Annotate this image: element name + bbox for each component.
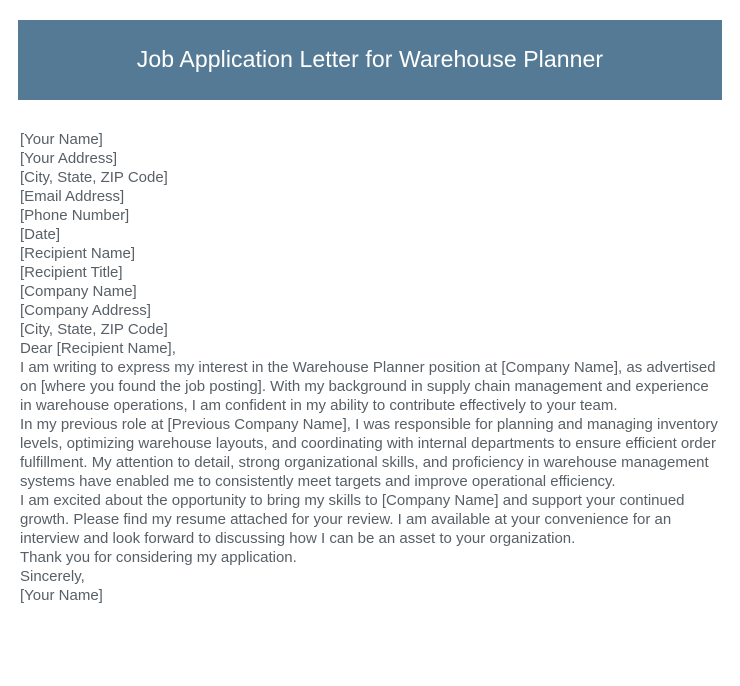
signature-line: [Your Name]: [20, 587, 103, 604]
address-line-company-name: [Company Name]: [20, 283, 137, 300]
page-title: Job Application Letter for Warehouse Planner: [136, 46, 604, 73]
address-line-city-state-zip: [City, State, ZIP Code]: [20, 169, 168, 186]
body-paragraph-3: I am excited about the opportunity to bring my skills to [Company Name] and support your continued growth. Please find my resume attached for your review. I am available at your convenience for an interview and look forward to discussing how I can be an asset to your organization.: [20, 492, 685, 547]
address-line-your-address: [Your Address]: [20, 150, 118, 167]
address-line-recipient-name: [Recipient Name]: [20, 245, 136, 262]
thank-you-line: Thank you for considering my application.: [20, 549, 297, 566]
address-line-email: [Email Address]: [20, 188, 125, 205]
address-line-your-name: [Your Name]: [20, 131, 103, 148]
body-paragraph-2: In my previous role at [Previous Company Name], I was responsible for planning and managing inventory levels, optimizing warehouse layouts, and coordinating with internal departments to ensure efficient order fulfillment. My attention to detail, strong organizational skills, and proficiency in warehouse management systems have enabled me to consistently meet targets and improve operational efficiency.: [20, 416, 718, 490]
address-line-company-address: [Company Address]: [20, 302, 151, 319]
sender-recipient-address-block: [20, 130, 722, 339]
document-header-banner: [18, 20, 722, 100]
body-paragraph-1: I am writing to express my interest in the Warehouse Planner position at [Company Name], as advertised on [where you found the job posting]. With my background in supply chain management and experience in warehouse operations, I am confident in my ability to contribute effectively to your team.: [20, 359, 716, 414]
salutation: Dear [Recipient Name],: [20, 340, 176, 357]
letter-body: [20, 130, 722, 605]
address-line-phone: [Phone Number]: [20, 207, 130, 224]
address-line-company-city-zip: [City, State, ZIP Code]: [20, 321, 168, 338]
closing-line: Sincerely,: [20, 568, 85, 585]
address-line-date: [Date]: [20, 226, 61, 243]
address-line-recipient-title: [Recipient Title]: [20, 264, 123, 281]
